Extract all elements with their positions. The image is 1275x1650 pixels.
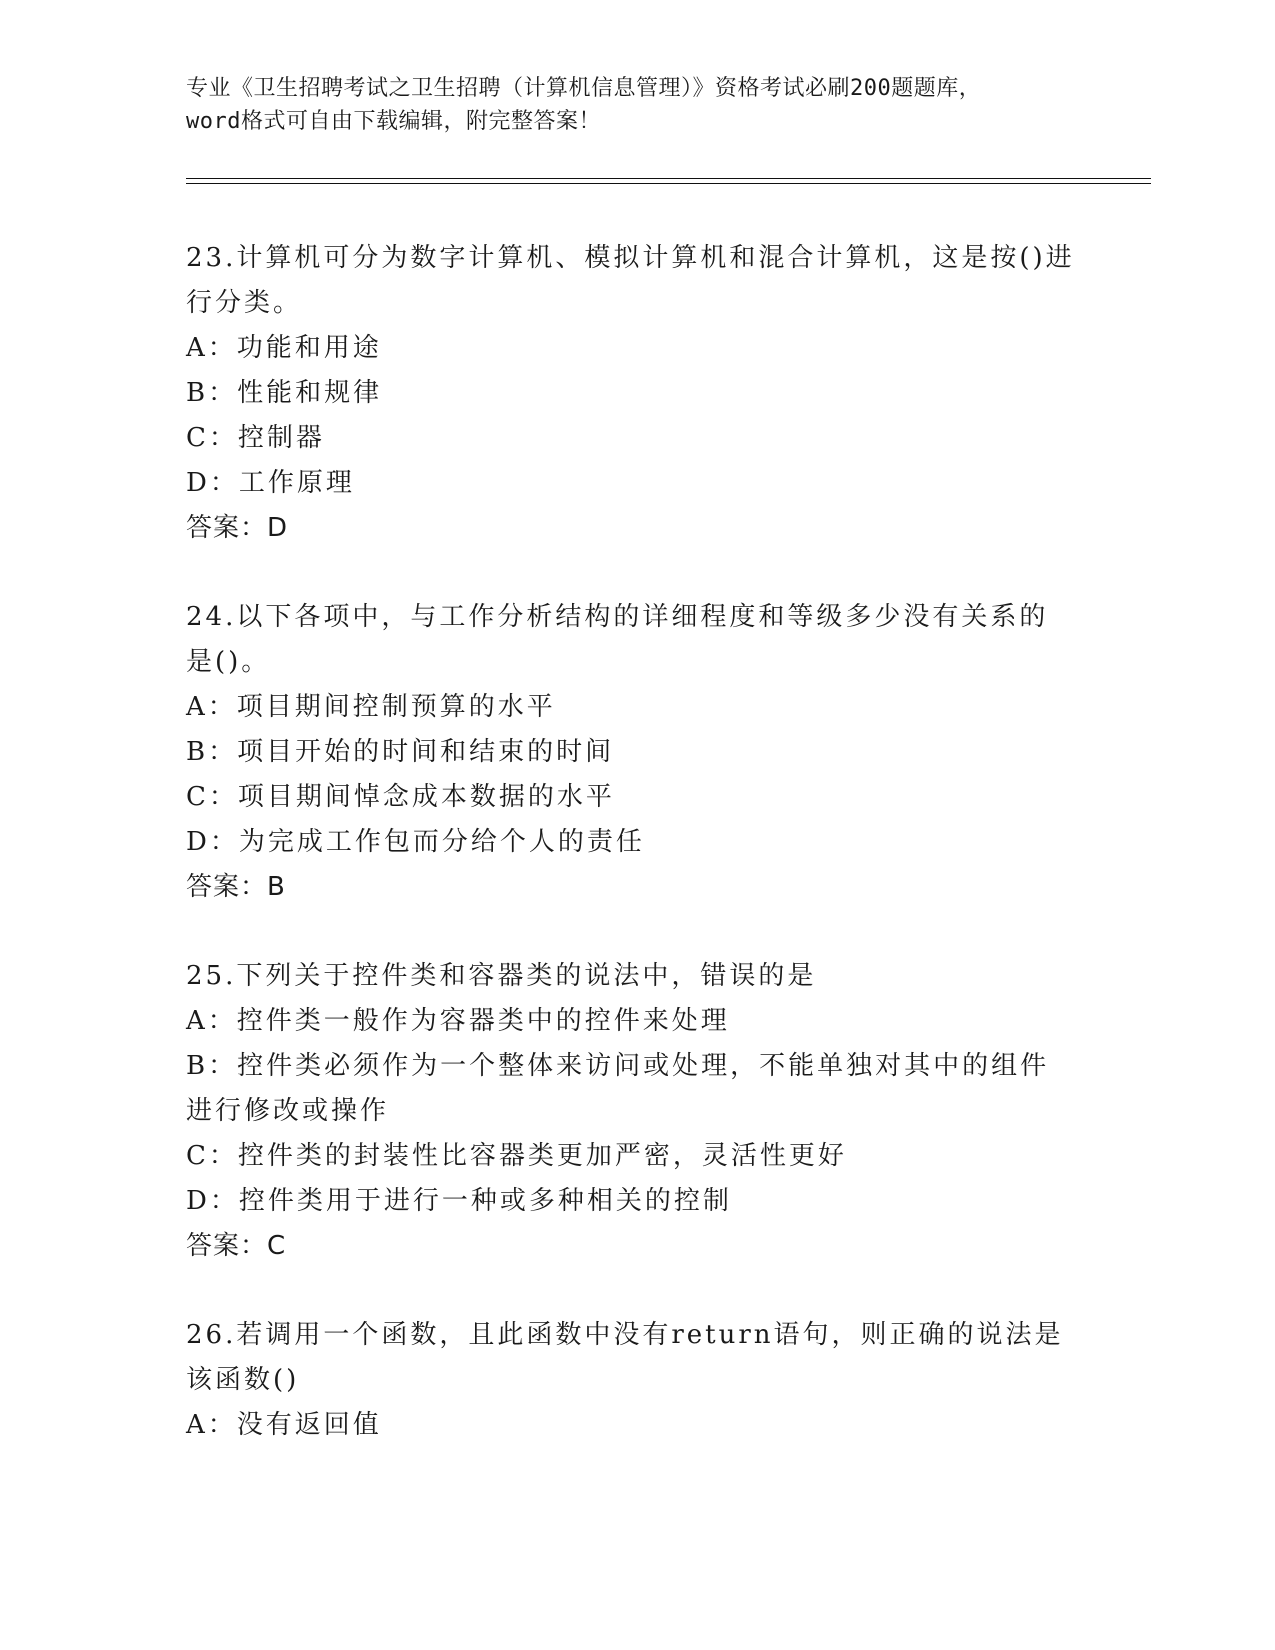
option-b: B：项目开始的时间和结束的时间 xyxy=(186,737,615,767)
question-stem: 25.下列关于控件类和容器类的说法中，错误的是 xyxy=(186,961,817,991)
option-c: C：控件类的封装性比容器类更加严密，灵活性更好 xyxy=(186,1141,847,1171)
question-stem: 26.若调用一个函数，且此函数中没有return语句，则正确的说法是该函数() xyxy=(186,1320,1064,1395)
header-title-line-1: 专业《卫生招聘考试之卫生招聘（计算机信息管理）》资格考试必刷200题题库， xyxy=(186,76,982,101)
option-a: A：项目期间控制预算的水平 xyxy=(186,692,556,722)
header-divider-bottom xyxy=(186,183,1151,184)
answer-line: 答案：B xyxy=(186,872,286,902)
option-d: D：为完成工作包而分给个人的责任 xyxy=(186,827,645,857)
option-a: A：控件类一般作为容器类中的控件来处理 xyxy=(186,1006,730,1036)
question-26 xyxy=(186,1313,1076,1448)
question-stem: 23.计算机可分为数字计算机、模拟计算机和混合计算机，这是按()进行分类。 xyxy=(186,243,1075,318)
option-a: A：没有返回值 xyxy=(186,1410,382,1440)
question-24 xyxy=(186,595,1076,910)
document-header xyxy=(186,72,1076,138)
header-divider-top xyxy=(186,178,1151,179)
option-d: D：工作原理 xyxy=(186,468,355,498)
question-25 xyxy=(186,954,1076,1269)
option-c: C：项目期间悼念成本数据的水平 xyxy=(186,782,615,812)
question-list xyxy=(186,236,1076,1492)
question-stem: 24.以下各项中，与工作分析结构的详细程度和等级多少没有关系的是()。 xyxy=(186,602,1049,677)
option-b: B：控件类必须作为一个整体来访问或处理，不能单独对其中的组件进行修改或操作 xyxy=(186,1051,1050,1126)
answer-line: 答案：C xyxy=(186,1231,287,1261)
question-23 xyxy=(186,236,1076,551)
option-b: B：性能和规律 xyxy=(186,378,383,408)
option-d: D：控件类用于进行一种或多种相关的控制 xyxy=(186,1186,732,1216)
option-a: A：功能和用途 xyxy=(186,333,382,363)
option-c: C：控制器 xyxy=(186,423,325,453)
answer-line: 答案：D xyxy=(186,513,289,543)
header-title-line-2: word格式可自由下载编辑，附完整答案！ xyxy=(186,109,601,134)
